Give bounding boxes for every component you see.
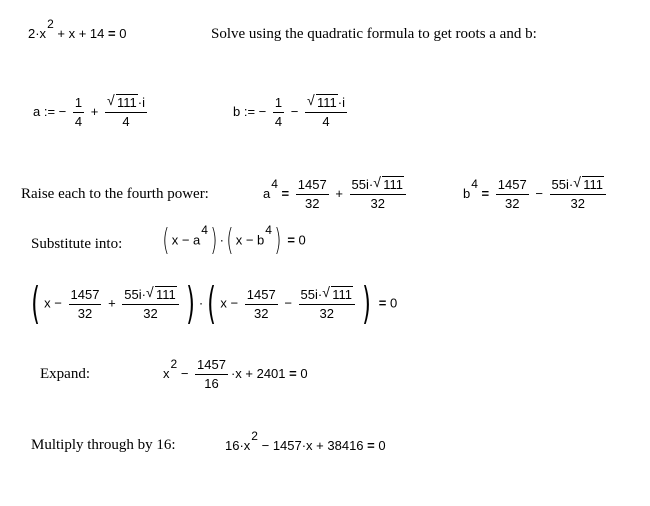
numerator	[350, 176, 406, 195]
exponent: 2	[170, 356, 178, 371]
sqrt: √ 111	[373, 174, 403, 192]
dot: ·	[198, 295, 204, 311]
eq-rhs: 0	[119, 26, 127, 41]
numerator: 1457	[296, 176, 329, 195]
base: b	[463, 185, 471, 201]
sqrt: √ 111	[145, 283, 176, 302]
instruction-text: Solve using the quadratic formula to get roots a and b:	[211, 26, 537, 42]
numerator	[299, 283, 355, 305]
equals-sign: =	[289, 365, 297, 381]
denominator: 4	[122, 114, 130, 129]
substitute-label: Substitute into:	[31, 236, 123, 252]
dot: ·	[219, 232, 225, 248]
eq-rhs: 0	[378, 438, 386, 453]
fraction	[195, 356, 228, 393]
multiply-label: Multiply through by 16:	[31, 437, 176, 453]
term: x −	[220, 295, 239, 311]
denominator: 32	[253, 305, 269, 321]
term: x − a	[171, 232, 201, 248]
expand-equation	[163, 356, 308, 393]
equals-sign: =	[281, 185, 290, 201]
term: x −	[44, 295, 62, 311]
sqrt: √ 111	[573, 174, 603, 192]
sqrt: √ 111	[106, 92, 137, 110]
equals-sign: =	[481, 185, 490, 201]
radicand: 111	[155, 286, 176, 302]
fraction	[296, 176, 329, 213]
fraction	[550, 176, 606, 213]
denominator: 4	[322, 114, 330, 129]
operator: +	[335, 185, 343, 201]
radicand: 111	[583, 177, 603, 192]
prefix: 55i·	[351, 177, 374, 192]
radicand: 111	[332, 286, 352, 302]
numerator	[122, 283, 178, 305]
exponent: 4	[201, 223, 208, 238]
exponent: 2	[251, 429, 258, 443]
prefix: 55i·	[124, 286, 146, 302]
root-a-name: a :=	[33, 103, 56, 119]
denominator: 32	[77, 305, 93, 321]
sqrt: √ 111	[322, 283, 352, 302]
sign: +	[90, 103, 99, 119]
denominator: 4	[74, 114, 83, 129]
b4-equation	[463, 176, 609, 213]
eq-rhs: 0	[390, 295, 398, 311]
prefix: 55i·	[300, 286, 323, 302]
radicand: 111	[116, 95, 137, 110]
term: x − b	[235, 232, 265, 248]
product-equation: ( x − $\frac{1457}{32}$ + 55i· √ 111 32 ) ·( x − $\frac{1457}{32}$ − 55i· √ 111 32 ) = 0	[31, 278, 398, 329]
denominator: 32	[143, 305, 158, 321]
suffix: ·i	[337, 95, 345, 110]
root-b-definition	[233, 94, 350, 131]
term: x	[163, 365, 170, 381]
eq-rhs: 0	[300, 365, 308, 381]
base: a	[263, 185, 271, 201]
numerator	[105, 94, 147, 113]
equals-sign: =	[367, 438, 375, 453]
a4-equation	[263, 176, 409, 213]
numerator: 1	[73, 94, 84, 113]
expand-label: Expand:	[40, 366, 90, 382]
denominator: 32	[304, 196, 320, 211]
exponent: 4	[271, 176, 278, 191]
numerator: 1457	[496, 176, 529, 195]
fraction	[122, 283, 178, 323]
exponent: 2	[47, 17, 54, 31]
operator: −	[180, 365, 189, 381]
fraction	[273, 94, 284, 131]
numerator: 1457	[69, 286, 102, 305]
denominator: 32	[570, 196, 585, 211]
exponent: 4	[265, 223, 272, 238]
prefix: 55i·	[551, 177, 574, 192]
term: 16·x	[225, 438, 251, 453]
sign: −	[290, 103, 299, 119]
fraction	[496, 176, 529, 213]
root-a-definition	[33, 94, 150, 131]
sqrt: √ 111	[306, 92, 337, 110]
eq-rhs: 0	[298, 232, 306, 248]
fraction	[305, 94, 347, 131]
radicand: 111	[383, 177, 403, 192]
fraction	[350, 176, 406, 213]
sign: −	[58, 103, 67, 119]
equals-sign: =	[107, 26, 116, 41]
denominator: 32	[319, 305, 334, 321]
numerator: 1457	[245, 286, 278, 305]
operator: +	[108, 295, 116, 311]
radicand: 111	[316, 95, 337, 110]
substitute-equation: ( x − a4) ·( x − b4) = 0	[162, 223, 306, 258]
equation-quadratic	[28, 17, 127, 41]
eq-term: + x + 14	[57, 26, 105, 41]
fraction	[105, 94, 147, 131]
numerator: 1	[273, 94, 284, 113]
multiply-equation	[225, 429, 386, 453]
root-b-name: b :=	[233, 103, 256, 119]
denominator: 32	[370, 196, 385, 211]
denominator: 32	[504, 196, 520, 211]
eq-term: 2·x	[28, 26, 47, 41]
operator: −	[284, 295, 292, 311]
operator: −	[535, 185, 543, 201]
fraction	[69, 286, 102, 323]
numerator	[550, 176, 606, 195]
sign: −	[258, 103, 267, 119]
fraction	[245, 286, 278, 323]
equals-sign: =	[287, 232, 295, 248]
exponent: 4	[471, 176, 478, 191]
term: − 1457·x + 38416	[261, 438, 364, 453]
term: ·x + 2401	[230, 365, 286, 381]
suffix: ·i	[137, 95, 145, 110]
fraction	[299, 283, 355, 323]
numerator: 1457	[195, 356, 228, 375]
denominator: 4	[274, 114, 283, 129]
equals-sign: =	[378, 295, 387, 311]
raise-label: Raise each to the fourth power:	[21, 186, 209, 202]
fraction	[73, 94, 84, 131]
denominator: 16	[204, 376, 219, 391]
numerator	[305, 94, 347, 113]
